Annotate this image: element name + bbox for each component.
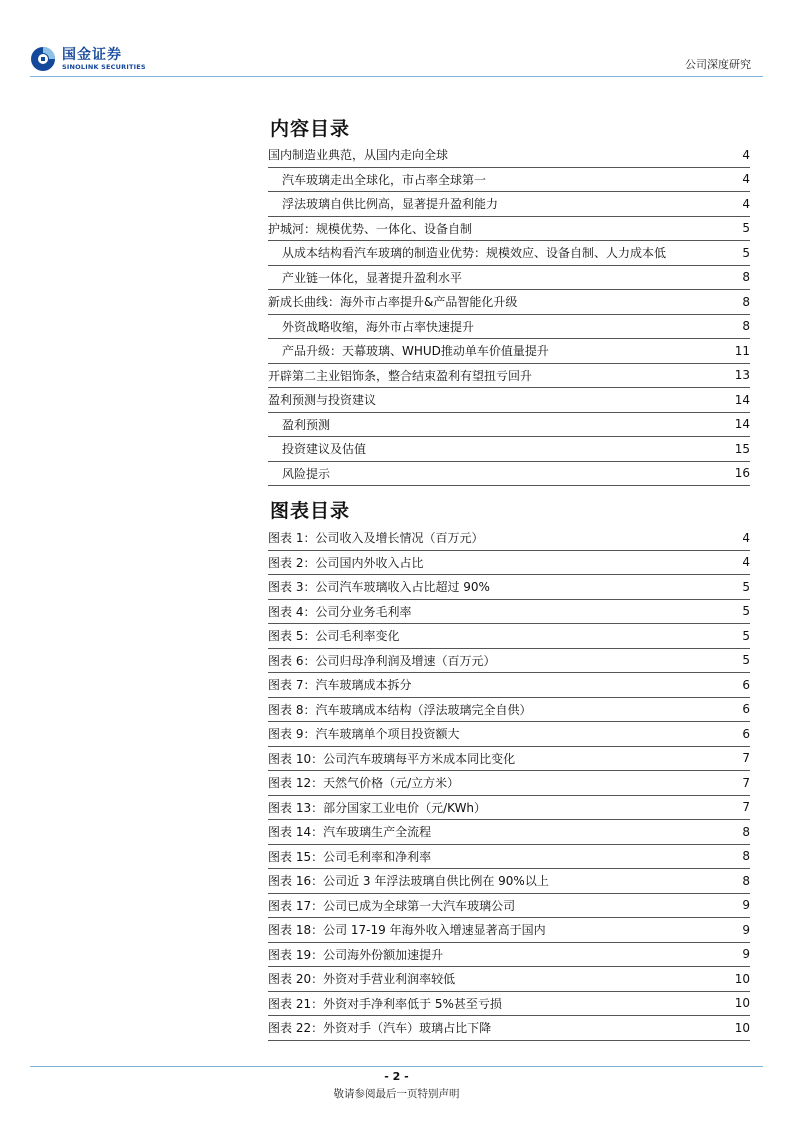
- figure-entry[interactable]: [268, 992, 750, 1017]
- contents-entry-page: 5: [742, 245, 750, 260]
- contents-entry-title: 从成本结构看汽车玻璃的制造业优势：规模效应、设备自制、人力成本低: [282, 246, 667, 261]
- figure-entry[interactable]: [268, 796, 750, 821]
- figure-entry[interactable]: [268, 600, 750, 625]
- figure-entry-page: 4: [742, 530, 750, 545]
- figure-entry-title: 图表 4：公司分业务毛利率: [268, 604, 412, 619]
- figure-entry[interactable]: [268, 918, 750, 943]
- contents-entry[interactable]: [268, 290, 750, 315]
- figure-entry[interactable]: [268, 747, 750, 772]
- figure-entry-title: 图表 20：外资对手营业利润率较低: [268, 972, 456, 987]
- figure-entry-title: 图表 15：公司毛利率和净利率: [268, 849, 432, 864]
- figure-entry[interactable]: [268, 1016, 750, 1041]
- contents-entry-page: 14: [734, 417, 750, 432]
- figure-entry-page: 6: [742, 677, 750, 692]
- figure-entry-title: 图表 9：汽车玻璃单个项目投资额大: [268, 727, 460, 742]
- contents-entry-page: 8: [742, 294, 750, 309]
- figure-entry-page: 10: [734, 971, 750, 986]
- contents-entry[interactable]: [268, 462, 750, 487]
- header-divider: [30, 76, 763, 77]
- contents-entry[interactable]: [268, 168, 750, 193]
- contents-list: [268, 143, 750, 486]
- contents-entry-page: 8: [742, 319, 750, 334]
- figure-entry-title: 图表 19：公司海外份额加速提升: [268, 947, 444, 962]
- contents-entry-page: 13: [734, 368, 750, 383]
- figure-entry-title: 图表 1：公司收入及增长情况（百万元）: [268, 531, 484, 546]
- contents-entry-page: 11: [734, 343, 750, 358]
- contents-entry-page: 5: [742, 221, 750, 236]
- contents-entry-page: 15: [734, 441, 750, 456]
- figures-title: 图表目录: [270, 500, 351, 522]
- disclaimer-text: 敬请参阅最后一页特别声明: [333, 1088, 460, 1100]
- contents-entry-title: 国内制造业典范，从国内走向全球: [268, 148, 449, 163]
- contents-entry[interactable]: [268, 192, 750, 217]
- figure-entry[interactable]: [268, 722, 750, 747]
- figure-entry-title: 图表 10：公司汽车玻璃每平方米成本同比变化: [268, 751, 516, 766]
- contents-entry[interactable]: [268, 143, 750, 168]
- figure-entry-title: 图表 16：公司近 3 年浮法玻璃自供比例在 90%以上: [268, 874, 549, 889]
- figure-entry-page: 7: [742, 751, 750, 766]
- figure-entry-title: 图表 13：部分国家工业电价（元/KWh）: [268, 800, 487, 815]
- contents-entry-page: 4: [742, 196, 750, 211]
- figure-entry[interactable]: [268, 820, 750, 845]
- contents-entry-title: 开辟第二主业铝饰条，整合结束盈利有望扭亏回升: [268, 368, 533, 383]
- contents-entry-title: 产品升级：天幕玻璃、WHUD推动单车价值量提升: [282, 344, 549, 359]
- figure-entry-page: 4: [742, 555, 750, 570]
- contents-entry[interactable]: [268, 437, 750, 462]
- figure-entry[interactable]: [268, 575, 750, 600]
- sinolink-logo-icon: [30, 46, 56, 72]
- figure-entry-title: 图表 17：公司已成为全球第一大汽车玻璃公司: [268, 898, 516, 913]
- figure-entry[interactable]: [268, 967, 750, 992]
- figure-entry[interactable]: [268, 673, 750, 698]
- figure-entry-title: 图表 7：汽车玻璃成本拆分: [268, 678, 412, 693]
- document-type-label: 公司深度研究: [685, 58, 751, 71]
- page-number: - 2 -: [384, 1070, 409, 1083]
- figure-entry-page: 9: [742, 898, 750, 913]
- logo-english-name: SINOLINK SECURITIES: [62, 62, 146, 71]
- contents-entry-page: 14: [734, 392, 750, 407]
- figure-entry-title: 图表 3：公司汽车玻璃收入占比超过 90%: [268, 580, 490, 595]
- logo-chinese-name: 国金证券: [62, 46, 122, 63]
- contents-entry-page: 8: [742, 270, 750, 285]
- contents-entry-page: 4: [742, 147, 750, 162]
- contents-entry-page: 4: [742, 172, 750, 187]
- figure-entry-page: 9: [742, 922, 750, 937]
- figure-entry-page: 9: [742, 947, 750, 962]
- figure-entry-page: 5: [742, 628, 750, 643]
- figure-entry[interactable]: [268, 771, 750, 796]
- figure-entry[interactable]: [268, 943, 750, 968]
- figure-entry-page: 5: [742, 579, 750, 594]
- figure-entry-page: 10: [734, 1020, 750, 1035]
- figure-entry-page: 6: [742, 726, 750, 741]
- contents-entry-title: 汽车玻璃走出全球化，市占率全球第一: [282, 172, 487, 187]
- contents-entry-page: 16: [734, 466, 750, 481]
- contents-entry[interactable]: [268, 217, 750, 242]
- contents-entry-title: 护城河：规模优势、一体化、设备自制: [268, 221, 473, 236]
- figure-entry-title: 图表 2：公司国内外收入占比: [268, 555, 424, 570]
- contents-entry-title: 投资建议及估值: [282, 442, 367, 457]
- figure-entry-page: 8: [742, 824, 750, 839]
- figures-list: [268, 526, 750, 1041]
- contents-entry[interactable]: [268, 364, 750, 389]
- figure-entry[interactable]: [268, 649, 750, 674]
- page-header: [0, 0, 793, 80]
- contents-entry-title: 盈利预测: [282, 417, 331, 432]
- figure-entry-title: 图表 18：公司 17-19 年海外收入增速显著高于国内: [268, 923, 546, 938]
- figure-entry-title: 图表 21：外资对手净利率低于 5%甚至亏损: [268, 996, 502, 1011]
- figure-entry-page: 10: [734, 996, 750, 1011]
- figure-entry[interactable]: [268, 551, 750, 576]
- contents-entry-title: 浮法玻璃自供比例高，显著提升盈利能力: [282, 197, 499, 212]
- contents-entry[interactable]: [268, 339, 750, 364]
- figure-entry[interactable]: [268, 624, 750, 649]
- contents-title: 内容目录: [270, 118, 351, 140]
- contents-entry-title: 风险提示: [282, 466, 331, 481]
- figure-entry-title: 图表 12：天然气价格（元/立方米）: [268, 776, 460, 791]
- figure-entry-title: 图表 8：汽车玻璃成本结构（浮法玻璃完全自供）: [268, 702, 532, 717]
- sinolink-logo: [30, 46, 146, 72]
- contents-entry-title: 盈利预测与投资建议: [268, 393, 377, 408]
- contents-entry[interactable]: [268, 315, 750, 340]
- figure-entry-page: 7: [742, 800, 750, 815]
- figure-entry[interactable]: [268, 698, 750, 723]
- figure-entry-title: 图表 5：公司毛利率变化: [268, 629, 400, 644]
- figure-entry[interactable]: [268, 526, 750, 551]
- figure-entry[interactable]: [268, 869, 750, 894]
- contents-entry-title: 新成长曲线：海外市占率提升&产品智能化升级: [268, 295, 518, 310]
- contents-entry[interactable]: [268, 241, 750, 266]
- contents-entry[interactable]: [268, 413, 750, 438]
- figure-entry[interactable]: [268, 845, 750, 870]
- figure-entry-page: 8: [742, 849, 750, 864]
- figure-entry-title: 图表 22：外资对手（汽车）玻璃占比下降: [268, 1021, 492, 1036]
- figure-entry-page: 7: [742, 775, 750, 790]
- figure-entry-title: 图表 14：汽车玻璃生产全流程: [268, 825, 432, 840]
- contents-entry-title: 产业链一体化，显著提升盈利水平: [282, 270, 463, 285]
- figure-entry-page: 5: [742, 653, 750, 668]
- figure-entry[interactable]: [268, 894, 750, 919]
- figure-entry-page: 8: [742, 873, 750, 888]
- figure-entry-title: 图表 6：公司归母净利润及增速（百万元）: [268, 653, 496, 668]
- contents-entry-title: 外资战略收缩，海外市占率快速提升: [282, 319, 475, 334]
- footer-divider: [30, 1066, 763, 1067]
- figure-entry-page: 5: [742, 604, 750, 619]
- contents-entry[interactable]: [268, 388, 750, 413]
- figure-entry-page: 6: [742, 702, 750, 717]
- contents-entry[interactable]: [268, 266, 750, 291]
